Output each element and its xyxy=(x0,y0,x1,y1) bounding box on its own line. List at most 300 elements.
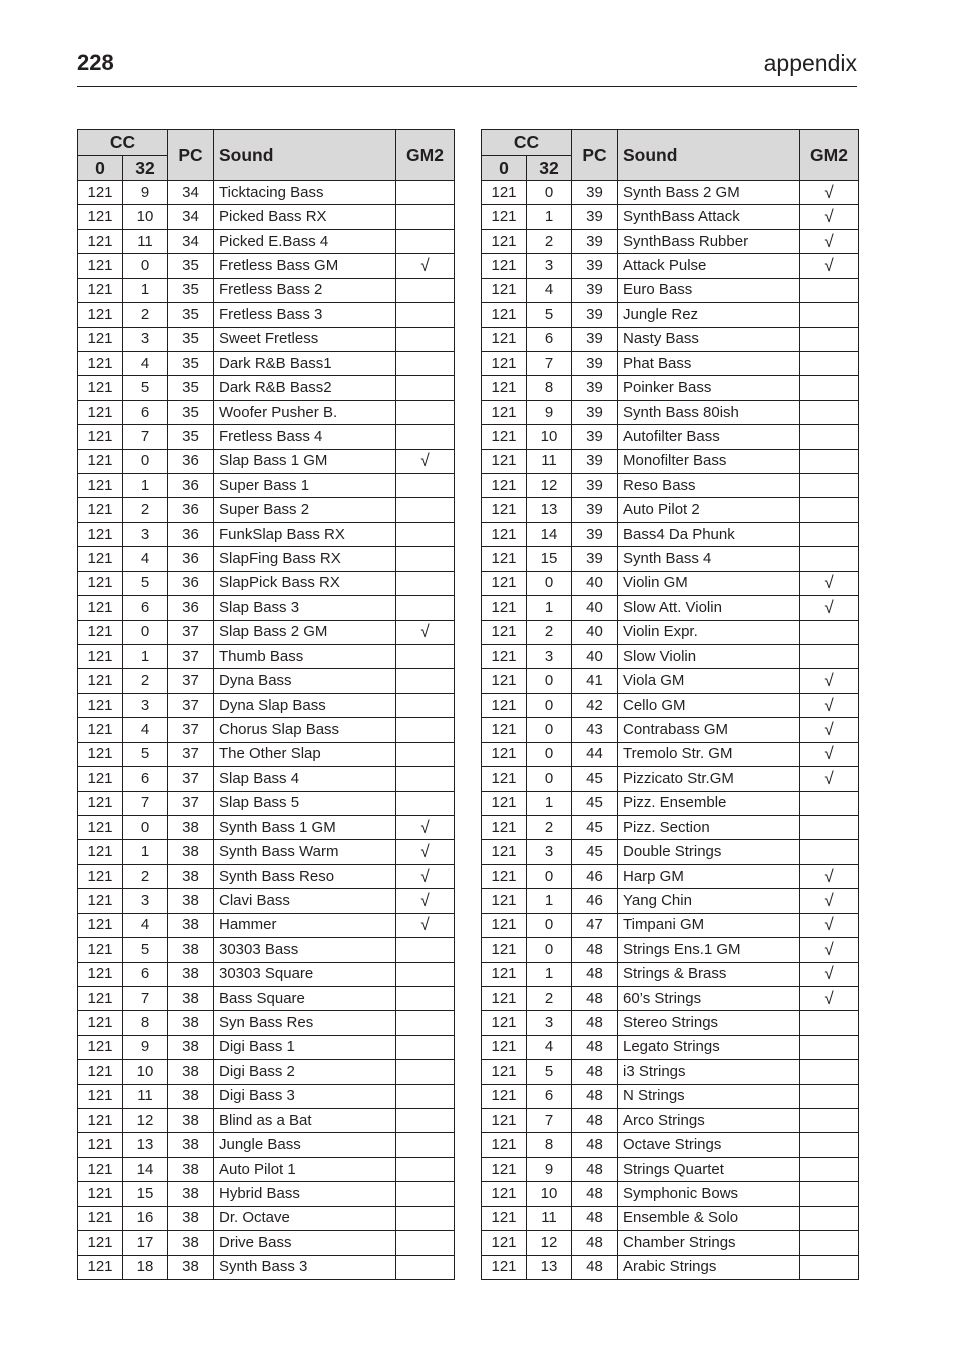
gm2-check-cell xyxy=(396,938,455,962)
table-row xyxy=(482,1060,859,1084)
sound-name-cell: The Other Slap xyxy=(214,742,396,766)
pc-cell: 40 xyxy=(572,596,618,620)
gm2-header: GM2 xyxy=(396,130,455,181)
table-row xyxy=(78,1182,455,1206)
pc-cell: 38 xyxy=(168,815,214,839)
cc0-cell: 121 xyxy=(78,1133,123,1157)
pc-cell: 45 xyxy=(572,791,618,815)
gm2-check-cell xyxy=(396,376,455,400)
sound-name-cell: N Strings xyxy=(618,1084,800,1108)
cc0-cell: 121 xyxy=(78,425,123,449)
cc0-cell: 121 xyxy=(78,1011,123,1035)
pc-cell: 39 xyxy=(572,376,618,400)
cc0-cell: 121 xyxy=(482,718,527,742)
cc0-cell: 121 xyxy=(78,693,123,717)
cc0-cell: 121 xyxy=(78,1084,123,1108)
cc-header: CC xyxy=(78,130,168,156)
gm2-check-cell xyxy=(800,1206,859,1230)
cc0-cell: 121 xyxy=(482,864,527,888)
table-row xyxy=(78,400,455,424)
sound-name-cell: Slap Bass 3 xyxy=(214,596,396,620)
cc0-cell: 121 xyxy=(78,718,123,742)
cc0-cell: 121 xyxy=(482,889,527,913)
cc0-cell: 121 xyxy=(482,767,527,791)
cc32-cell: 1 xyxy=(123,278,168,302)
table-row xyxy=(78,669,455,693)
table-row xyxy=(482,205,859,229)
cc0-cell: 121 xyxy=(78,1231,123,1255)
sound-name-cell: Clavi Bass xyxy=(214,889,396,913)
header-rule xyxy=(77,86,857,87)
cc32-cell: 3 xyxy=(527,254,572,278)
sound-name-cell: Phat Bass xyxy=(618,351,800,375)
cc0-cell: 121 xyxy=(78,327,123,351)
sound-name-cell: Sweet Fretless xyxy=(214,327,396,351)
sound-name-cell: Nasty Bass xyxy=(618,327,800,351)
table-row xyxy=(482,254,859,278)
pc-cell: 38 xyxy=(168,1206,214,1230)
cc32-cell: 0 xyxy=(527,571,572,595)
sound-name-cell: Digi Bass 1 xyxy=(214,1035,396,1059)
sound-name-cell: Blind as a Bat xyxy=(214,1109,396,1133)
sound-name-cell: Synth Bass Reso xyxy=(214,864,396,888)
gm2-check-cell xyxy=(396,1060,455,1084)
sound-name-cell: Strings & Brass xyxy=(618,962,800,986)
sound-name-cell: Thumb Bass xyxy=(214,645,396,669)
cc0-cell: 121 xyxy=(78,986,123,1010)
gm2-check-cell: √ xyxy=(800,254,859,278)
pc-cell: 48 xyxy=(572,1206,618,1230)
pc-cell: 39 xyxy=(572,278,618,302)
cc32-cell: 17 xyxy=(123,1231,168,1255)
gm2-check-cell xyxy=(396,547,455,571)
cc32-cell: 2 xyxy=(123,864,168,888)
cc32-cell: 0 xyxy=(527,718,572,742)
cc32-cell: 4 xyxy=(123,547,168,571)
pc-cell: 48 xyxy=(572,1182,618,1206)
sound-name-cell: 60’s Strings xyxy=(618,986,800,1010)
cc32-cell: 12 xyxy=(123,1109,168,1133)
pc-cell: 38 xyxy=(168,1255,214,1279)
pc-header: PC xyxy=(572,130,618,181)
gm2-check-cell: √ xyxy=(800,669,859,693)
sound-name-cell: Poinker Bass xyxy=(618,376,800,400)
cc32-cell: 6 xyxy=(123,962,168,986)
pc-cell: 44 xyxy=(572,742,618,766)
gm2-check-cell xyxy=(800,327,859,351)
sound-name-cell: Slap Bass 1 GM xyxy=(214,449,396,473)
cc0-cell: 121 xyxy=(78,351,123,375)
pc-cell: 48 xyxy=(572,1157,618,1181)
table-row xyxy=(78,693,455,717)
gm2-check-cell xyxy=(396,1182,455,1206)
cc0-cell: 121 xyxy=(482,1133,527,1157)
pc-cell: 38 xyxy=(168,889,214,913)
gm2-check-cell xyxy=(800,620,859,644)
sound-name-cell: Pizz. Section xyxy=(618,815,800,839)
cc0-cell: 121 xyxy=(78,1255,123,1279)
cc32-cell: 5 xyxy=(123,376,168,400)
cc32-cell: 6 xyxy=(123,596,168,620)
table-row xyxy=(78,620,455,644)
table-row xyxy=(78,1206,455,1230)
cc0-cell: 121 xyxy=(482,181,527,205)
pc-cell: 48 xyxy=(572,1255,618,1279)
sound-name-cell: Stereo Strings xyxy=(618,1011,800,1035)
table-row xyxy=(482,1182,859,1206)
table-row xyxy=(78,718,455,742)
table-row xyxy=(78,986,455,1010)
sound-name-cell: 30303 Square xyxy=(214,962,396,986)
table-row xyxy=(482,425,859,449)
pc-cell: 45 xyxy=(572,815,618,839)
pc-cell: 48 xyxy=(572,1060,618,1084)
table-row xyxy=(482,1206,859,1230)
cc0-cell: 121 xyxy=(78,864,123,888)
gm2-check-cell xyxy=(800,522,859,546)
pc-cell: 38 xyxy=(168,1133,214,1157)
cc32-cell: 7 xyxy=(123,791,168,815)
cc32-cell: 1 xyxy=(123,645,168,669)
gm2-check-cell xyxy=(396,1011,455,1035)
gm2-check-cell xyxy=(800,1157,859,1181)
cc32-header: 32 xyxy=(123,156,168,181)
table-row xyxy=(482,303,859,327)
sound-name-cell: Digi Bass 3 xyxy=(214,1084,396,1108)
cc32-cell: 0 xyxy=(123,620,168,644)
sound-name-cell: Fretless Bass 3 xyxy=(214,303,396,327)
sound-name-cell: Jungle Bass xyxy=(214,1133,396,1157)
sound-name-cell: Slow Att. Violin xyxy=(618,596,800,620)
sound-name-cell: Pizz. Ensemble xyxy=(618,791,800,815)
table-row xyxy=(482,767,859,791)
gm2-check-cell xyxy=(800,449,859,473)
table-row xyxy=(482,693,859,717)
pc-cell: 39 xyxy=(572,522,618,546)
sound-name-cell: Ticktacing Bass xyxy=(214,181,396,205)
cc32-cell: 1 xyxy=(527,889,572,913)
gm2-check-cell xyxy=(396,1231,455,1255)
table-row xyxy=(78,547,455,571)
table-row xyxy=(482,1133,859,1157)
cc0-cell: 121 xyxy=(482,840,527,864)
cc32-cell: 7 xyxy=(527,351,572,375)
section-title: appendix xyxy=(763,50,857,76)
gm2-check-cell xyxy=(396,1109,455,1133)
table-row xyxy=(78,791,455,815)
sound-name-cell: Violin GM xyxy=(618,571,800,595)
pc-cell: 43 xyxy=(572,718,618,742)
pc-cell: 34 xyxy=(168,205,214,229)
cc32-cell: 8 xyxy=(527,376,572,400)
cc32-cell: 10 xyxy=(527,425,572,449)
sound-header: Sound xyxy=(618,130,800,181)
cc32-cell: 9 xyxy=(123,181,168,205)
gm2-check-cell: √ xyxy=(800,693,859,717)
cc0-cell: 121 xyxy=(78,840,123,864)
cc32-cell: 0 xyxy=(527,742,572,766)
pc-cell: 38 xyxy=(168,1084,214,1108)
table-row xyxy=(482,547,859,571)
sound-name-cell: Dyna Bass xyxy=(214,669,396,693)
table-row xyxy=(78,1133,455,1157)
cc0-cell: 121 xyxy=(482,742,527,766)
pc-cell: 35 xyxy=(168,278,214,302)
sound-name-cell: Fretless Bass 2 xyxy=(214,278,396,302)
sound-name-cell: Arco Strings xyxy=(618,1109,800,1133)
sound-name-cell: FunkSlap Bass RX xyxy=(214,522,396,546)
pc-cell: 39 xyxy=(572,474,618,498)
pc-cell: 36 xyxy=(168,522,214,546)
gm2-check-cell xyxy=(396,742,455,766)
pc-cell: 36 xyxy=(168,571,214,595)
cc0-cell: 121 xyxy=(78,1157,123,1181)
gm2-check-cell: √ xyxy=(800,718,859,742)
table-row xyxy=(482,962,859,986)
sound-name-cell: Timpani GM xyxy=(618,913,800,937)
cc32-cell: 10 xyxy=(123,1060,168,1084)
gm2-check-cell: √ xyxy=(396,620,455,644)
gm2-check-cell xyxy=(396,1133,455,1157)
cc32-cell: 5 xyxy=(123,571,168,595)
sound-name-cell: Autofilter Bass xyxy=(618,425,800,449)
gm2-check-cell xyxy=(800,1133,859,1157)
cc0-cell: 121 xyxy=(482,1182,527,1206)
pc-cell: 35 xyxy=(168,327,214,351)
pc-cell: 39 xyxy=(572,498,618,522)
cc32-cell: 0 xyxy=(527,669,572,693)
table-row xyxy=(78,938,455,962)
table-row xyxy=(78,645,455,669)
sound-name-cell: Viola GM xyxy=(618,669,800,693)
cc0-cell: 121 xyxy=(482,376,527,400)
table-row xyxy=(482,742,859,766)
gm2-check-cell xyxy=(800,1109,859,1133)
pc-cell: 38 xyxy=(168,1157,214,1181)
sound-name-cell: Double Strings xyxy=(618,840,800,864)
cc0-cell: 121 xyxy=(78,498,123,522)
sound-name-cell: SynthBass Attack xyxy=(618,205,800,229)
cc0-cell: 121 xyxy=(482,1109,527,1133)
cc32-cell: 6 xyxy=(527,327,572,351)
gm2-check-cell xyxy=(800,425,859,449)
gm2-check-cell xyxy=(396,693,455,717)
sound-name-cell: Synth Bass Warm xyxy=(214,840,396,864)
pc-cell: 36 xyxy=(168,449,214,473)
pc-cell: 38 xyxy=(168,840,214,864)
gm2-check-cell xyxy=(800,1231,859,1255)
cc0-cell: 121 xyxy=(78,1109,123,1133)
table-row xyxy=(482,791,859,815)
sound-name-cell: Slap Bass 5 xyxy=(214,791,396,815)
cc32-cell: 14 xyxy=(527,522,572,546)
sound-name-cell: Syn Bass Res xyxy=(214,1011,396,1035)
cc0-cell: 121 xyxy=(482,620,527,644)
gm2-check-cell xyxy=(396,205,455,229)
cc0-cell: 121 xyxy=(482,351,527,375)
pc-cell: 37 xyxy=(168,767,214,791)
cc32-header: 32 xyxy=(527,156,572,181)
sound-name-cell: Strings Ens.1 GM xyxy=(618,938,800,962)
sound-name-cell: Auto Pilot 2 xyxy=(618,498,800,522)
sound-name-cell: Monofilter Bass xyxy=(618,449,800,473)
cc0-cell: 121 xyxy=(78,205,123,229)
cc32-cell: 0 xyxy=(527,693,572,717)
cc32-cell: 3 xyxy=(527,1011,572,1035)
table-row xyxy=(482,327,859,351)
gm2-check-cell: √ xyxy=(800,181,859,205)
sound-name-cell: Chamber Strings xyxy=(618,1231,800,1255)
cc32-cell: 1 xyxy=(527,596,572,620)
gm2-check-cell: √ xyxy=(800,742,859,766)
cc32-cell: 7 xyxy=(123,986,168,1010)
gm2-check-cell xyxy=(396,400,455,424)
table-row xyxy=(78,229,455,253)
cc32-cell: 14 xyxy=(123,1157,168,1181)
table-row xyxy=(78,1231,455,1255)
table-row xyxy=(78,1011,455,1035)
pc-cell: 47 xyxy=(572,913,618,937)
pc-cell: 36 xyxy=(168,498,214,522)
cc0-cell: 121 xyxy=(78,254,123,278)
cc0-cell: 121 xyxy=(482,938,527,962)
sound-name-cell: Attack Pulse xyxy=(618,254,800,278)
sound-name-cell: Pizzicato Str.GM xyxy=(618,767,800,791)
gm2-check-cell xyxy=(800,815,859,839)
cc0-cell: 121 xyxy=(78,474,123,498)
pc-cell: 38 xyxy=(168,913,214,937)
cc32-cell: 0 xyxy=(527,938,572,962)
sound-name-cell: 30303 Bass xyxy=(214,938,396,962)
cc32-cell: 0 xyxy=(123,254,168,278)
gm2-check-cell xyxy=(396,1035,455,1059)
table-row xyxy=(78,840,455,864)
table-row xyxy=(482,938,859,962)
sound-name-cell: Tremolo Str. GM xyxy=(618,742,800,766)
pc-cell: 35 xyxy=(168,425,214,449)
cc32-cell: 1 xyxy=(527,205,572,229)
gm2-check-cell: √ xyxy=(800,571,859,595)
cc0-cell: 121 xyxy=(78,938,123,962)
cc32-cell: 5 xyxy=(123,938,168,962)
sound-name-cell: Dyna Slap Bass xyxy=(214,693,396,717)
cc32-cell: 0 xyxy=(123,815,168,839)
cc0-cell: 121 xyxy=(78,303,123,327)
cc32-cell: 7 xyxy=(123,425,168,449)
sound-header: Sound xyxy=(214,130,396,181)
cc0-cell: 121 xyxy=(78,449,123,473)
cc32-cell: 3 xyxy=(123,693,168,717)
sound-name-cell: Bass Square xyxy=(214,986,396,1010)
sound-name-cell: Hammer xyxy=(214,913,396,937)
table-row xyxy=(482,864,859,888)
cc32-cell: 4 xyxy=(123,718,168,742)
cc0-cell: 121 xyxy=(78,1206,123,1230)
cc0-cell: 121 xyxy=(482,1011,527,1035)
cc0-cell: 121 xyxy=(482,1157,527,1181)
table-row xyxy=(78,303,455,327)
cc0-header: 0 xyxy=(482,156,527,181)
gm2-check-cell xyxy=(800,351,859,375)
pc-cell: 48 xyxy=(572,1035,618,1059)
gm2-check-cell xyxy=(800,498,859,522)
pc-cell: 48 xyxy=(572,986,618,1010)
table-row xyxy=(78,742,455,766)
table-row xyxy=(78,474,455,498)
cc0-cell: 121 xyxy=(482,1206,527,1230)
table-row xyxy=(482,498,859,522)
cc0-cell: 121 xyxy=(482,1035,527,1059)
table-row xyxy=(482,1035,859,1059)
cc0-cell: 121 xyxy=(78,547,123,571)
cc32-cell: 0 xyxy=(527,864,572,888)
sound-name-cell: Harp GM xyxy=(618,864,800,888)
sound-name-cell: Picked E.Bass 4 xyxy=(214,229,396,253)
pc-cell: 35 xyxy=(168,351,214,375)
cc0-cell: 121 xyxy=(78,962,123,986)
pc-cell: 35 xyxy=(168,303,214,327)
sound-name-cell: Digi Bass 2 xyxy=(214,1060,396,1084)
pc-cell: 39 xyxy=(572,547,618,571)
cc32-cell: 12 xyxy=(527,1231,572,1255)
cc0-cell: 121 xyxy=(78,1035,123,1059)
pc-cell: 38 xyxy=(168,1109,214,1133)
cc0-cell: 121 xyxy=(482,547,527,571)
pc-cell: 37 xyxy=(168,791,214,815)
gm2-check-cell xyxy=(396,596,455,620)
pc-cell: 37 xyxy=(168,693,214,717)
table-row xyxy=(482,522,859,546)
sound-name-cell: Slow Violin xyxy=(618,645,800,669)
table-row xyxy=(78,1109,455,1133)
table-row xyxy=(78,498,455,522)
gm2-check-cell: √ xyxy=(800,229,859,253)
pc-cell: 40 xyxy=(572,571,618,595)
gm2-check-cell: √ xyxy=(396,889,455,913)
gm2-check-cell: √ xyxy=(800,889,859,913)
cc32-cell: 2 xyxy=(527,815,572,839)
cc0-cell: 121 xyxy=(482,278,527,302)
pc-cell: 37 xyxy=(168,645,214,669)
sound-name-cell: Synth Bass 2 GM xyxy=(618,181,800,205)
cc0-header: 0 xyxy=(78,156,123,181)
cc0-cell: 121 xyxy=(482,962,527,986)
gm2-check-cell xyxy=(396,1255,455,1279)
table-row xyxy=(482,913,859,937)
table-row xyxy=(78,327,455,351)
pc-cell: 39 xyxy=(572,303,618,327)
cc32-cell: 5 xyxy=(123,742,168,766)
table-row xyxy=(78,1060,455,1084)
cc0-cell: 121 xyxy=(482,669,527,693)
sound-name-cell: Synth Bass 80ish xyxy=(618,400,800,424)
gm2-check-cell xyxy=(396,718,455,742)
pc-cell: 39 xyxy=(572,205,618,229)
cc32-cell: 12 xyxy=(527,474,572,498)
sound-name-cell: SlapPick Bass RX xyxy=(214,571,396,595)
cc32-cell: 11 xyxy=(527,449,572,473)
pc-header: PC xyxy=(168,130,214,181)
cc0-cell: 121 xyxy=(78,767,123,791)
pc-cell: 48 xyxy=(572,1011,618,1035)
pc-cell: 46 xyxy=(572,889,618,913)
table-row xyxy=(78,522,455,546)
table-row xyxy=(482,376,859,400)
gm2-check-cell xyxy=(800,1255,859,1279)
pc-cell: 37 xyxy=(168,669,214,693)
table-row xyxy=(78,1255,455,1279)
cc0-cell: 121 xyxy=(482,913,527,937)
